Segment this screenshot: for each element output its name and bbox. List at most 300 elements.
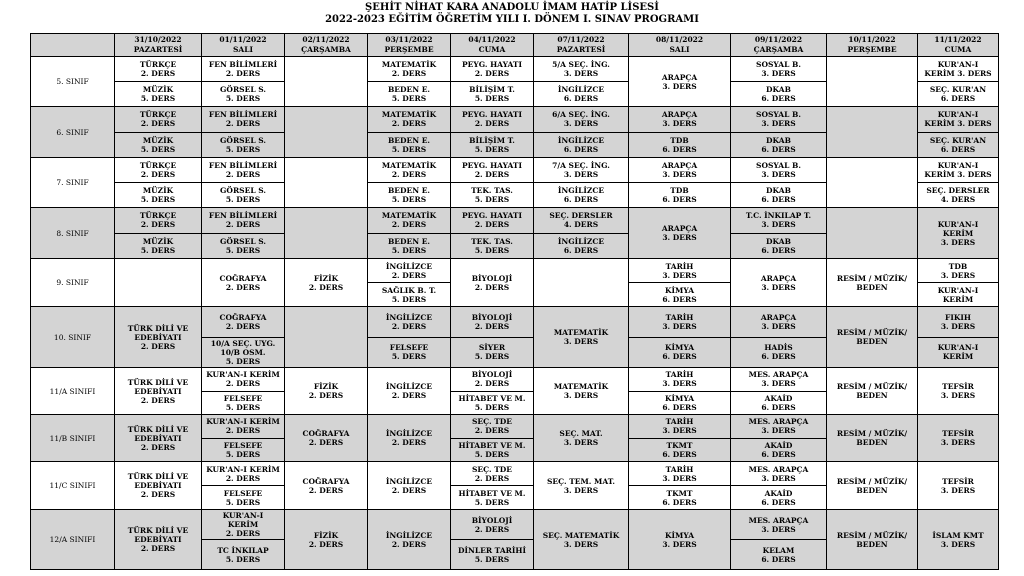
exam-subject: RESİM / MÜZİK/ — [836, 429, 908, 438]
exam-period: 6. DERS — [563, 245, 599, 255]
exam-period: 2. DERS — [225, 170, 261, 179]
exam-entry — [827, 510, 917, 569]
exam-period: 3. DERS — [563, 69, 599, 78]
exam-entry — [918, 107, 998, 132]
exam-entry — [629, 337, 730, 368]
exam-period: 2. DERS — [225, 220, 261, 230]
class-label: 8. SINIF — [31, 208, 115, 259]
exam-period: 2. DERS — [474, 321, 510, 331]
exam-cell — [918, 107, 999, 158]
exam-period: 2. DERS — [225, 69, 261, 78]
exam-subject: FELSEFE — [223, 440, 263, 450]
exam-subject: TEK. TAS. — [471, 236, 513, 246]
exam-period: 3. DERS — [662, 233, 697, 242]
exam-entry — [115, 132, 201, 158]
exam-entry — [731, 182, 826, 207]
day-header — [731, 34, 827, 57]
exam-subject: HİTABET VE M. — [458, 488, 526, 498]
exam-entry — [285, 462, 367, 509]
exam-period: 2. DERS — [391, 438, 427, 447]
day-name: SALI — [232, 45, 254, 54]
exam-subject: MES. ARAPÇA — [748, 515, 809, 525]
exam-cell — [534, 208, 629, 259]
exam-cell — [115, 208, 202, 259]
exam-period: 6. DERS — [761, 402, 796, 412]
exam-cell — [368, 208, 451, 259]
exam-entry — [368, 337, 450, 368]
exam-period: 3. DERS — [662, 539, 697, 549]
exam-cell — [629, 462, 731, 510]
exam-entry — [202, 107, 284, 132]
exam-entry — [202, 132, 284, 158]
exam-period: 5. DERS — [225, 497, 261, 507]
class-row — [31, 415, 999, 462]
exam-period: 5. DERS — [225, 245, 261, 255]
class-label: 11/A SINIFI — [31, 368, 115, 415]
exam-subject: MATEMATİK — [381, 110, 437, 120]
exam-entry — [115, 462, 201, 509]
exam-entry — [368, 132, 450, 158]
exam-period: 2. DERS — [140, 442, 176, 452]
exam-entry — [731, 307, 826, 337]
exam-subject: MATEMATİK — [553, 382, 609, 391]
exam-entry — [368, 107, 450, 132]
exam-subject: TÜRKÇE — [139, 60, 177, 69]
exam-entry — [368, 57, 450, 81]
exam-period: 2. DERS — [140, 544, 176, 553]
exam-entry — [368, 462, 450, 509]
exam-cell — [534, 368, 629, 415]
exam-period: BEDEN — [856, 282, 888, 292]
exam-cell — [827, 368, 918, 415]
day-name: ÇARŞAMBA — [301, 45, 351, 54]
exam-entry — [629, 485, 730, 509]
exam-cell — [451, 57, 534, 107]
exam-period: 3. DERS — [563, 485, 599, 495]
exam-cell — [451, 107, 534, 158]
exam-entry — [451, 510, 533, 539]
exam-period: 6. DERS — [761, 497, 796, 507]
exam-period: EDEBİYATI — [134, 433, 182, 443]
exam-period: 6. DERS — [662, 497, 697, 507]
exam-subject: MATEMATİK — [381, 161, 437, 170]
exam-cell — [731, 57, 827, 107]
exam-period: 6. DERS — [761, 554, 796, 564]
exam-subject: SOSYAL B. — [756, 60, 801, 69]
exam-period: 3. DERS — [662, 379, 697, 389]
exam-period: 3. DERS — [761, 282, 796, 292]
day-name: PERŞEMBE — [384, 45, 434, 54]
exam-period: 2. DERS — [474, 170, 510, 179]
exam-period: 2. DERS — [391, 220, 427, 230]
exam-entry — [451, 438, 533, 462]
exam-cell — [827, 57, 918, 107]
exam-subject: TC İNKILAP — [217, 545, 269, 555]
exam-subject: TEFSİR — [942, 382, 974, 391]
exam-cell — [827, 208, 918, 259]
exam-entry — [918, 259, 998, 282]
exam-period: 3. DERS — [563, 119, 599, 129]
exam-cell — [115, 107, 202, 158]
exam-subject: PEYG. HAYATI — [462, 161, 522, 170]
exam-subject: İNGİLİZCE — [385, 530, 433, 540]
exam-period: 3. DERS — [761, 170, 796, 179]
exam-cell — [368, 158, 451, 208]
exam-period: 2. DERS — [308, 539, 344, 549]
exam-subject: ARAPÇA — [760, 273, 797, 283]
exam-subject: TARİH — [665, 370, 694, 380]
exam-cell — [368, 259, 451, 307]
exam-cell — [534, 158, 629, 208]
exam-entry — [731, 81, 826, 106]
exam-subject: MÜZİK — [142, 85, 174, 94]
exam-period: 5. DERS — [225, 356, 261, 366]
exam-entry — [451, 208, 533, 233]
exam-period: 5. DERS — [225, 195, 261, 204]
exam-subject: TEFSİR — [942, 429, 974, 438]
exam-entry — [918, 57, 998, 81]
exam-cell — [731, 158, 827, 208]
exam-period: 5. DERS — [391, 94, 427, 103]
corner-cell — [31, 34, 115, 57]
exam-entry — [115, 415, 201, 461]
exam-cell — [918, 208, 999, 259]
exam-subject: MATEMATİK — [553, 328, 609, 337]
exam-subject: BİYOLOJİ — [471, 273, 513, 283]
exam-period: 3. DERS — [563, 170, 599, 179]
exam-subject: KİMYA — [664, 393, 695, 403]
exam-entry — [202, 158, 284, 182]
exam-subject: COĞRAFYA — [219, 273, 267, 283]
exam-cell — [731, 307, 827, 368]
exam-subject: MES. ARAPÇA — [748, 370, 809, 380]
exam-entry — [629, 132, 730, 158]
program-title: 2022-2023 EĞİTİM ÖĞRETİM YILI I. DÖNEM I. SINAV PROGRAMI — [325, 14, 699, 25]
exam-subject: DKAB — [766, 85, 791, 94]
exam-cell — [202, 415, 285, 462]
exam-subject: FİZİK — [313, 273, 339, 283]
exam-cell — [202, 158, 285, 208]
exam-subject: SEÇ. KUR'AN — [929, 135, 987, 145]
exam-entry — [202, 182, 284, 207]
exam-entry — [534, 510, 628, 569]
exam-entry — [918, 182, 998, 207]
exam-period: 2. DERS — [391, 170, 427, 179]
exam-cell — [827, 307, 918, 368]
day-name: PAZARTESİ — [556, 45, 606, 54]
exam-subject: FİZİK — [313, 530, 339, 540]
exam-subject: BEDEN E. — [387, 135, 431, 145]
day-name: CUMA — [478, 45, 506, 54]
class-row — [31, 510, 999, 570]
exam-cell — [451, 307, 534, 368]
exam-subject: COĞRAFYA — [302, 476, 350, 486]
exam-period: 6. DERS — [761, 195, 796, 204]
exam-subject: TÜRK DİLİ VE — [127, 377, 189, 387]
exam-cell — [629, 208, 731, 259]
exam-subject: İNGİLİZCE — [557, 236, 605, 246]
exam-cell — [368, 57, 451, 107]
exam-entry — [451, 368, 533, 391]
exam-period: 3. DERS — [761, 524, 796, 534]
exam-subject: AKAİD — [764, 440, 793, 450]
exam-period: 2. DERS — [474, 69, 510, 78]
exam-period: 2. DERS — [474, 473, 510, 483]
exam-subject: KUR'AN-I — [937, 161, 979, 170]
exam-entry — [368, 282, 450, 306]
exam-entry — [115, 510, 201, 569]
exam-entry — [534, 462, 628, 509]
exam-subject: FEN BİLİMLERİ — [208, 110, 278, 120]
exam-entry — [731, 233, 826, 259]
exam-period: 6. DERS — [662, 449, 697, 459]
exam-cell — [115, 158, 202, 208]
exam-period: 6. DERS — [662, 195, 697, 204]
exam-subject: BİYOLOJİ — [471, 370, 513, 380]
exam-entry — [451, 81, 533, 106]
exam-subject: SEÇ. DERSLER — [926, 186, 990, 195]
exam-period: 5. DERS — [225, 94, 261, 103]
exam-period: 5. DERS — [391, 195, 427, 204]
exam-cell — [368, 415, 451, 462]
exam-period: 2. DERS — [391, 539, 427, 549]
exam-period: 5. DERS — [140, 245, 176, 255]
exam-entry — [115, 107, 201, 132]
exam-entry — [918, 132, 998, 158]
exam-subject: ARAPÇA — [661, 72, 698, 82]
exam-entry — [202, 233, 284, 259]
exam-period: 2. DERS — [308, 485, 344, 495]
exam-period: 2. DERS — [474, 220, 510, 230]
day-date: 11/11/2022 — [934, 35, 982, 44]
exam-period: 3. DERS — [563, 337, 599, 346]
exam-cell — [285, 415, 368, 462]
exam-cell — [918, 307, 999, 368]
exam-subject: SİYER — [478, 343, 506, 353]
exam-subject: RESİM / MÜZİK/ — [836, 273, 908, 283]
exam-period: 2. DERS — [391, 485, 427, 495]
exam-schedule-table — [30, 33, 999, 570]
exam-subject: BİLİŞİM T. — [469, 135, 515, 145]
exam-entry — [451, 337, 533, 368]
exam-subject: T.C. İNKILAP T. — [745, 211, 812, 221]
exam-period: 3. DERS — [940, 270, 976, 280]
exam-cell — [285, 158, 368, 208]
exam-period: EDEBİYATI — [134, 386, 182, 396]
class-label: 12/A SINIFI — [31, 510, 115, 570]
exam-entry — [451, 485, 533, 509]
exam-entry — [451, 57, 533, 81]
exam-period: 5. DERS — [140, 144, 176, 154]
exam-subject: 6/A SEÇ. İNG. — [552, 110, 610, 120]
exam-cell — [115, 415, 202, 462]
day-header — [918, 34, 999, 57]
exam-subject: 5/A SEÇ. İNG. — [552, 60, 610, 69]
exam-cell — [827, 158, 918, 208]
exam-period: 3. DERS — [761, 379, 796, 389]
exam-subject: TDB — [948, 261, 968, 271]
exam-cell — [285, 462, 368, 510]
exam-subject: BİLİŞİM T. — [469, 85, 515, 94]
exam-subject: PEYG. HAYATI — [462, 211, 522, 221]
exam-period: 3. DERS — [940, 438, 976, 447]
exam-entry — [202, 81, 284, 106]
exam-subject: AKAİD — [764, 393, 793, 403]
exam-entry — [629, 368, 730, 391]
exam-entry — [368, 81, 450, 106]
exam-period: 3. DERS — [563, 438, 599, 447]
exam-period: 6. DERS — [662, 144, 697, 154]
exam-entry — [368, 415, 450, 461]
exam-entry — [827, 307, 917, 367]
exam-cell — [731, 259, 827, 307]
exam-entry — [731, 158, 826, 182]
exam-period: KERİM 3. DERS — [924, 170, 992, 179]
exam-entry — [534, 107, 628, 132]
exam-subject: MATEMATİK — [381, 60, 437, 69]
exam-entry — [534, 307, 628, 367]
exam-cell — [202, 208, 285, 259]
exam-entry — [534, 57, 628, 81]
day-date: 09/11/2022 — [754, 35, 803, 44]
exam-period: 3. DERS — [662, 119, 697, 129]
exam-subject: TDB — [670, 186, 689, 195]
exam-subject: MÜZİK — [142, 186, 174, 195]
exam-entry — [451, 462, 533, 485]
class-label: 9. SINIF — [31, 259, 115, 307]
exam-period: EDEBİYATI — [134, 481, 182, 490]
exam-period: 2. DERS — [225, 379, 261, 389]
exam-cell — [629, 307, 731, 368]
exam-period: 2. DERS — [391, 270, 427, 280]
exam-entry — [827, 259, 917, 306]
exam-entry — [918, 208, 998, 258]
exam-subject: TÜRK DİLİ VE — [127, 472, 189, 481]
exam-subject: TARİH — [665, 261, 694, 271]
exam-entry — [731, 337, 826, 368]
exam-subject: SEÇ. TEM. MAT. — [547, 476, 615, 486]
exam-period: 4. DERS — [563, 220, 599, 230]
exam-entry — [731, 57, 826, 81]
exam-cell — [827, 107, 918, 158]
exam-cell — [629, 415, 731, 462]
exam-cell — [534, 57, 629, 107]
exam-subject: MATEMATİK — [381, 211, 437, 221]
exam-subject: PEYG. HAYATI — [462, 110, 522, 120]
exam-period: 6. DERS — [563, 94, 599, 103]
exam-period: 2. DERS — [308, 438, 344, 447]
exam-period: KERİM — [942, 294, 974, 304]
exam-period: 3. DERS — [761, 69, 796, 78]
exam-entry — [115, 81, 201, 106]
exam-entry — [202, 208, 284, 233]
exam-period: 6. DERS — [940, 144, 976, 154]
exam-entry — [451, 158, 533, 182]
exam-period: 6. DERS — [761, 144, 796, 154]
exam-cell — [534, 307, 629, 368]
exam-entry — [629, 158, 730, 182]
exam-subject: BİYOLOJİ — [471, 312, 513, 322]
exam-subject: FIKIH — [945, 312, 971, 322]
exam-cell — [918, 462, 999, 510]
exam-entry — [534, 158, 628, 182]
exam-entry — [731, 391, 826, 415]
exam-cell — [534, 107, 629, 158]
exam-period: 6. DERS — [662, 352, 697, 362]
exam-subject: İNGİLİZCE — [385, 429, 433, 438]
exam-cell — [918, 57, 999, 107]
exam-subject: PEYG. HAYATI — [462, 60, 522, 69]
exam-subject: TARİH — [665, 464, 694, 474]
schedule-body — [31, 57, 999, 570]
exam-period: 6. DERS — [563, 144, 599, 154]
class-row — [31, 57, 999, 107]
exam-entry — [368, 510, 450, 569]
exam-period: 3. DERS — [662, 81, 697, 91]
day-header — [115, 34, 202, 57]
exam-period: 2. DERS — [225, 426, 261, 436]
exam-subject: COĞRAFYA — [302, 429, 350, 438]
exam-entry — [918, 337, 998, 368]
day-name: PAZARTESİ — [133, 45, 183, 54]
exam-subject: BEDEN E. — [387, 85, 431, 94]
exam-entry — [115, 208, 201, 233]
exam-cell — [534, 462, 629, 510]
exam-period: 2. DERS — [474, 426, 510, 436]
day-date: 02/11/2022 — [302, 35, 350, 44]
day-date: 03/11/2022 — [385, 35, 433, 44]
exam-entry — [534, 81, 628, 106]
exam-subject: TÜRK DİLİ VE — [127, 323, 189, 333]
exam-entry — [629, 259, 730, 282]
exam-subject: GÖRSEL S. — [220, 135, 266, 145]
exam-entry — [827, 462, 917, 509]
exam-period: BEDEN — [856, 539, 888, 549]
exam-entry — [368, 233, 450, 259]
exam-cell — [731, 462, 827, 510]
exam-subject: SEÇ. TDE — [472, 417, 512, 427]
exam-subject: SEÇ. MAT. — [559, 429, 603, 438]
exam-subject: SAĞLIK B. T. — [381, 285, 437, 295]
class-label: 10. SINIF — [31, 307, 115, 368]
exam-entry — [629, 462, 730, 485]
day-name: ÇARŞAMBA — [753, 45, 804, 54]
exam-cell — [827, 462, 918, 510]
exam-entry — [731, 259, 826, 306]
exam-period: 2. DERS — [308, 391, 344, 400]
exam-period: BEDEN — [856, 485, 888, 495]
class-label: 7. SINIF — [31, 158, 115, 208]
exam-entry — [918, 158, 998, 182]
class-row — [31, 462, 999, 510]
exam-cell — [368, 510, 451, 570]
exam-period: 3. DERS — [940, 391, 976, 400]
exam-period: 5. DERS — [474, 94, 510, 103]
exam-entry — [115, 233, 201, 259]
exam-period: EDEBİYATI — [134, 535, 182, 544]
exam-entry — [918, 368, 998, 414]
exam-subject: MES. ARAPÇA — [748, 417, 809, 427]
exam-cell — [451, 415, 534, 462]
exam-period: 5. DERS — [391, 144, 427, 154]
exam-cell — [202, 462, 285, 510]
exam-subject: KUR'AN-I — [937, 110, 979, 120]
exam-entry — [202, 368, 284, 391]
exam-cell — [731, 510, 827, 570]
class-row — [31, 158, 999, 208]
exam-entry — [731, 368, 826, 391]
exam-period: 3. DERS — [940, 321, 976, 331]
